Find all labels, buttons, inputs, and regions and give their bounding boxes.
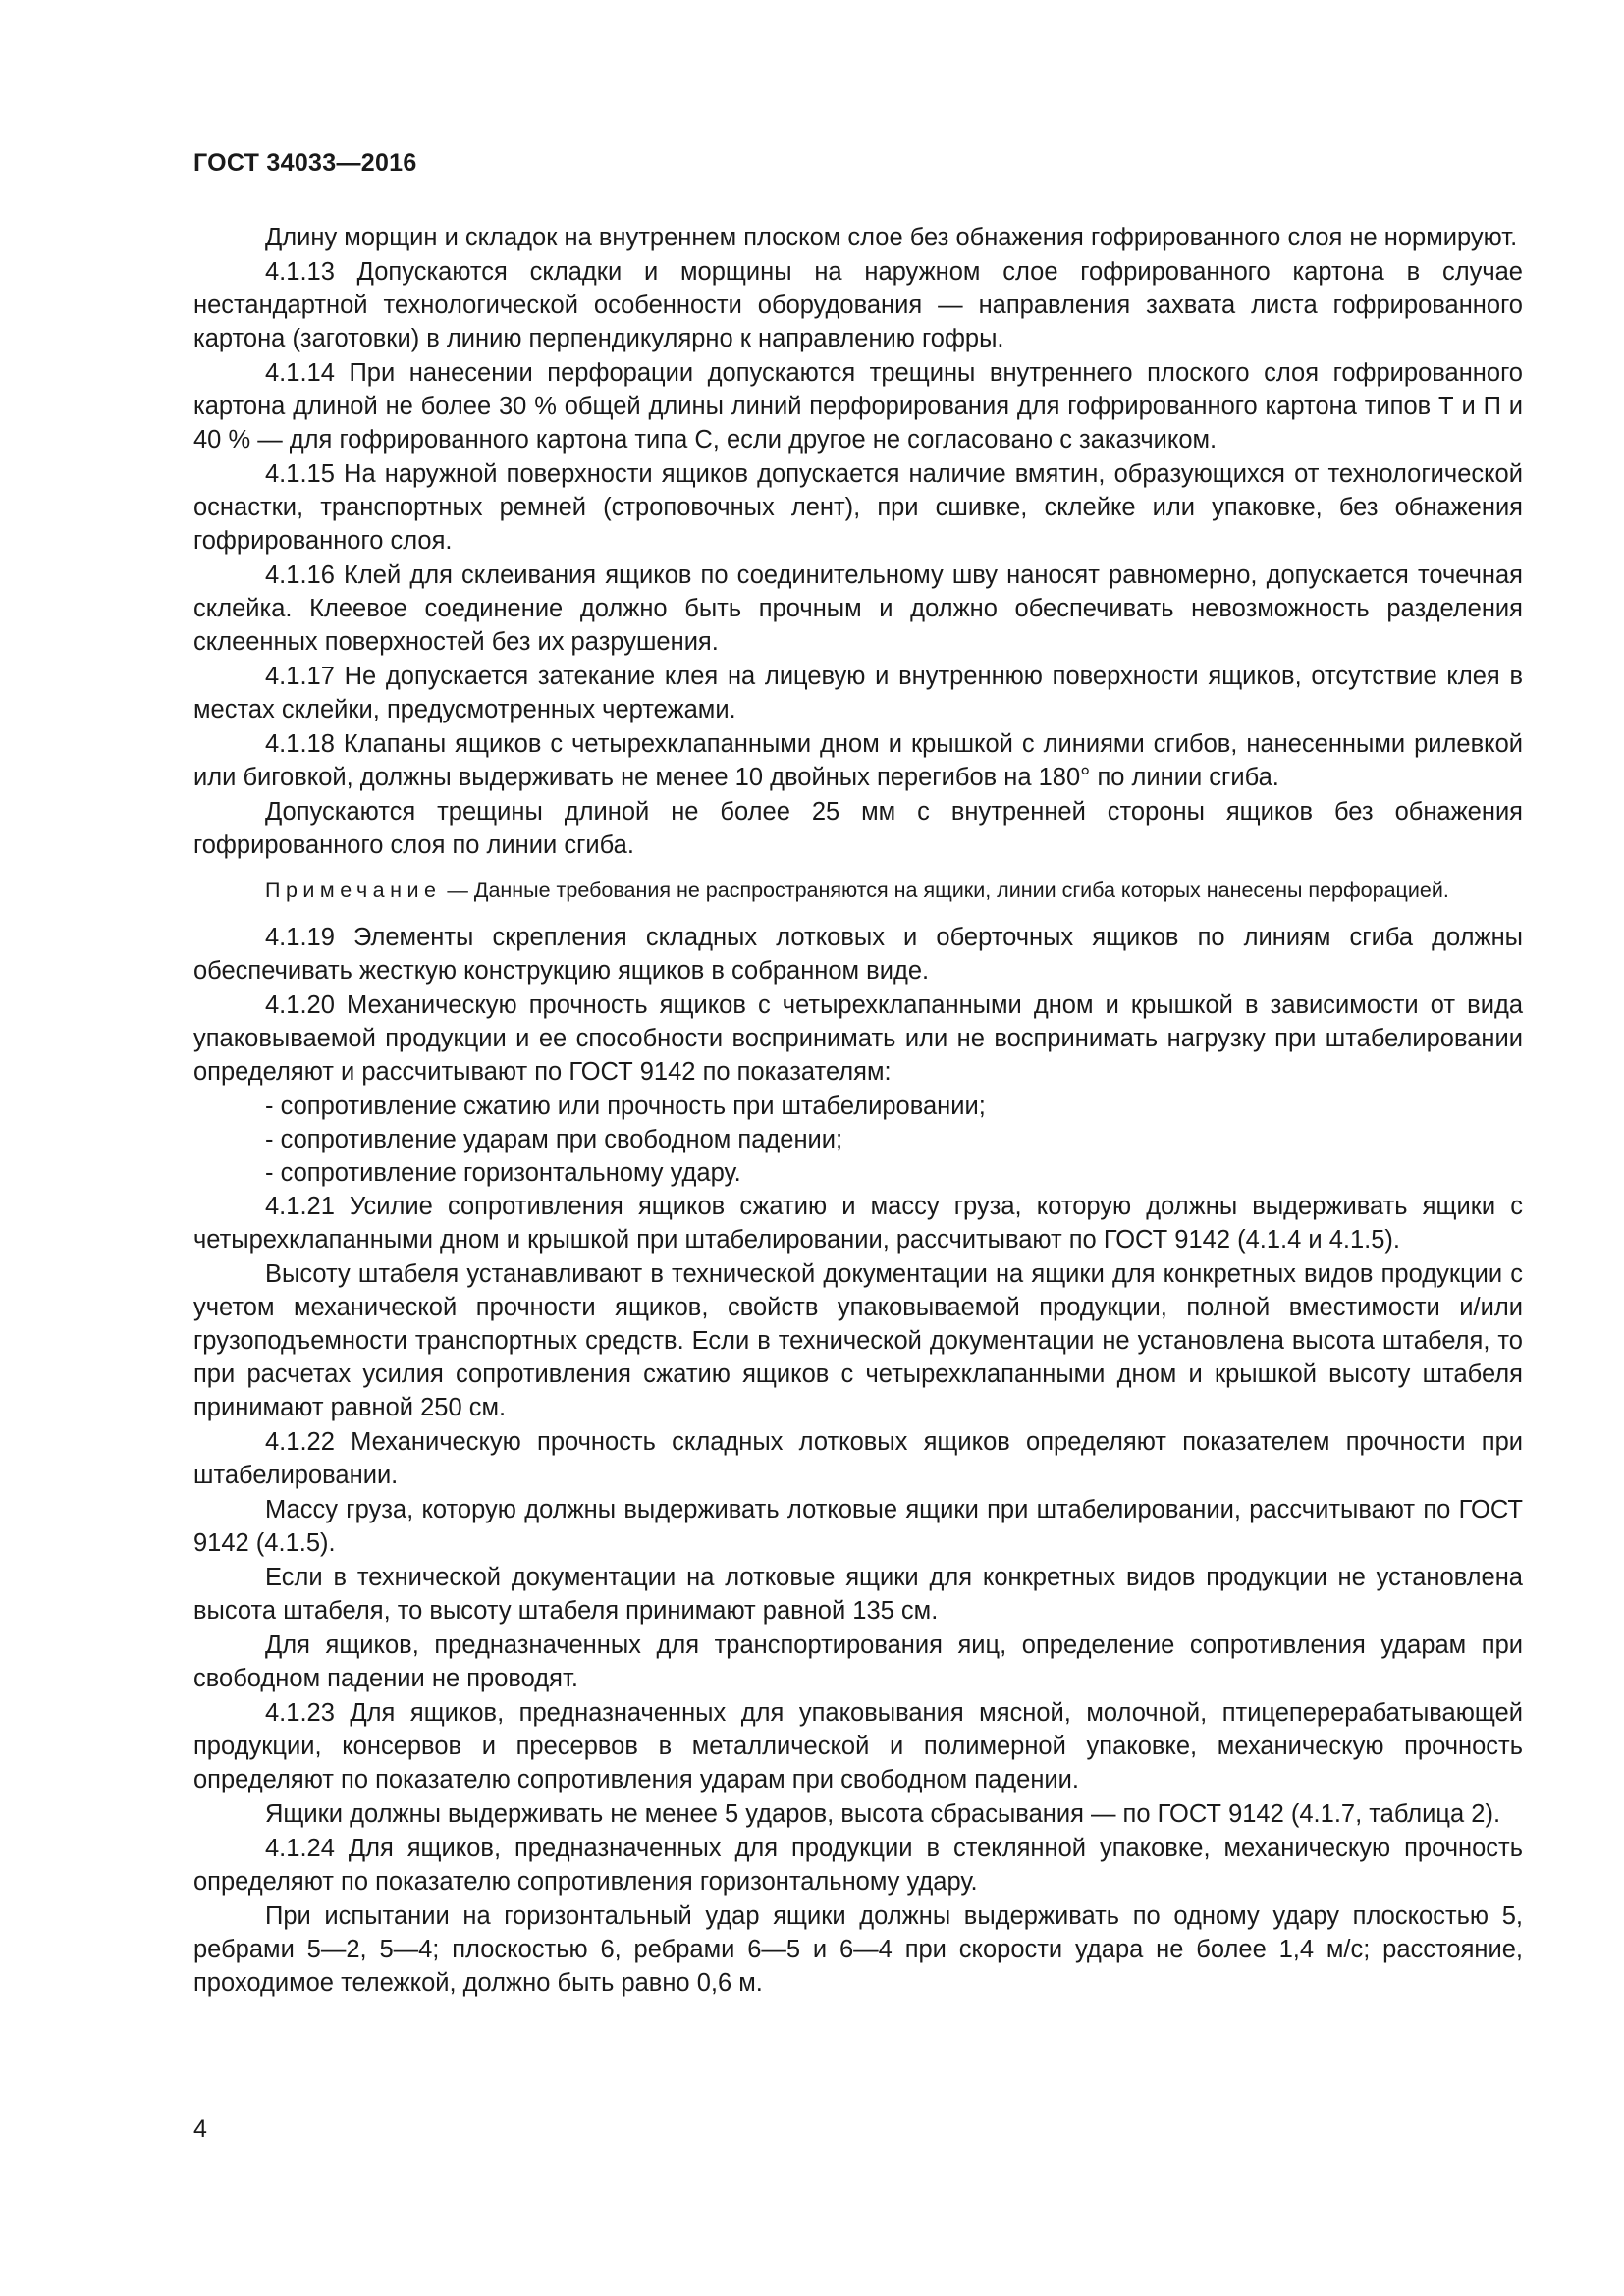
paragraph: Длину морщин и складок на внутреннем плоском слое без обнажения гофрированного слоя не нормируют.	[265, 224, 1518, 251]
paragraph-4-1-24: 4.1.24 Для ящиков, предназначенных для продукции в стеклянной упаковке, механическую прочность определяют по показателю сопротивления горизонтальному удару.	[193, 1835, 1523, 1896]
paragraph-4-1-13: 4.1.13 Допускаются складки и морщины на наружном слое гофрированного картона в случае нестандартной технологической особенности оборудования — направления захвата листа гофрированного картона (заготовки) в линию перпендикулярно к направлению гофры.	[193, 258, 1523, 352]
paragraph-4-1-19: 4.1.19 Элементы скрепления складных лотковых и оберточных ящиков по линиям сгиба должны обеспечивать жесткую конструкцию ящиков в собранном виде.	[193, 924, 1523, 985]
paragraph-4-1-20: 4.1.20 Механическую прочность ящиков с четырехклапанными дном и крышкой в зависимости от вида упаковываемой продукции и ее способности воспринимать или не воспринимать нагрузку при штабелировании определяют и рассчитывают по ГОСТ 9142 по показателям:	[193, 991, 1523, 1086]
paragraph-4-1-16: 4.1.16 Клей для склеивания ящиков по соединительному шву наносят равномерно, допускается точечная склейка. Клеевое соединение должно быть прочным и должно обеспечивать невозможность разделения склеенных поверхностей без их разрушения.	[193, 561, 1523, 656]
paragraph-4-1-17: 4.1.17 Не допускается затекание клея на лицевую и внутреннюю поверхности ящиков, отсутствие клея в местах склейки, предусмотренных чертежами.	[193, 663, 1523, 723]
page-number: 4	[193, 2115, 207, 2143]
paragraph-4-1-21: 4.1.21 Усилие сопротивления ящиков сжатию и массу груза, которую должны выдерживать ящики с четырехклапанными дном и крышкой при штабелировании, рассчитывают по ГОСТ 9142 (4.1.4 и 4.1.5).	[193, 1193, 1523, 1254]
paragraph: Если в технической документации на лотковые ящики для конкретных видов продукции не установлена высота штабеля, то высоту штабеля принимают равной 135 см.	[193, 1564, 1523, 1625]
note-text: — Данные требования не распространяются на ящики, линии сгиба которых нанесены перфорацией.	[441, 879, 1449, 902]
note	[193, 876, 1523, 905]
paragraph-4-1-14: 4.1.14 При нанесении перфорации допускаются трещины внутреннего плоского слоя гофрированного картона длиной не более 30 % общей длины линий перфорирования для гофрированного картона типов Т и П и 40 % — для гофрированного картона типа С, если другое не согласовано с заказчиком.	[193, 359, 1523, 454]
paragraph-4-1-18: 4.1.18 Клапаны ящиков с четырехклапанными дном и крышкой с линиями сгибов, нанесенными рилевкой или биговкой, должны выдерживать не менее 10 двойных перегибов на 180° по линии сгиба.	[193, 730, 1523, 791]
paragraph: Массу груза, которую должны выдерживать лотковые ящики при штабелировании, рассчитывают по ГОСТ 9142 (4.1.5).	[193, 1496, 1523, 1557]
paragraph: При испытании на горизонтальный удар ящики должны выдерживать по одному удару плоскостью 5, ребрами 5—2, 5—4; плоскостью 6, ребрами 6—5 и 6—4 при скорости удара не более 1,4 м/с; расстояние, проходимое тележкой, должно быть равно 0,6 м.	[193, 1902, 1523, 1997]
list-item: - сопротивление ударам при свободном падении;	[265, 1126, 843, 1153]
paragraph: Ящики должны выдерживать не менее 5 ударов, высота сбрасывания — по ГОСТ 9142 (4.1.7, таблица 2).	[265, 1800, 1501, 1828]
document-header-title: ГОСТ 34033—2016	[193, 149, 417, 177]
paragraph: Для ящиков, предназначенных для транспортирования яиц, определение сопротивления ударам при свободном падении не проводят.	[193, 1631, 1523, 1692]
document-body	[193, 221, 1523, 2001]
list-item: - сопротивление горизонтальному удару.	[265, 1159, 741, 1187]
list-item: - сопротивление сжатию или прочность при штабелировании;	[265, 1093, 986, 1120]
paragraph: Высоту штабеля устанавливают в технической документации на ящики для конкретных видов продукции с учетом механической прочности ящиков, свойств упаковываемой продукции, полной вместимости и/или грузоподъемности транспортных средств. Если в технической документации не установлена высота штабеля, то при расчетах усилия сопротивления сжатию ящиков с четырехклапанными дном и крышкой высоту штабеля принимают равной 250 см.	[193, 1260, 1523, 1421]
paragraph: Допускаются трещины длиной не более 25 мм с внутренней стороны ящиков без обнажения гофрированного слоя по линии сгиба.	[193, 798, 1523, 859]
paragraph-4-1-15: 4.1.15 На наружной поверхности ящиков допускается наличие вмятин, образующихся от технологической оснастки, транспортных ремней (строповочных лент), при сшивке, склейке или упаковке, без обнажения гофрированного слоя.	[193, 460, 1523, 555]
paragraph-4-1-23: 4.1.23 Для ящиков, предназначенных для упаковывания мясной, молочной, птицеперерабатывающей продукции, консервов и пресервов в металлической и полимерной упаковке, механическую прочность определяют по показателю сопротивления ударам при свободном падении.	[193, 1699, 1523, 1793]
note-label: Примечание	[265, 879, 442, 902]
paragraph-4-1-22: 4.1.22 Механическую прочность складных лотковых ящиков определяют показателем прочности при штабелировании.	[193, 1428, 1523, 1489]
